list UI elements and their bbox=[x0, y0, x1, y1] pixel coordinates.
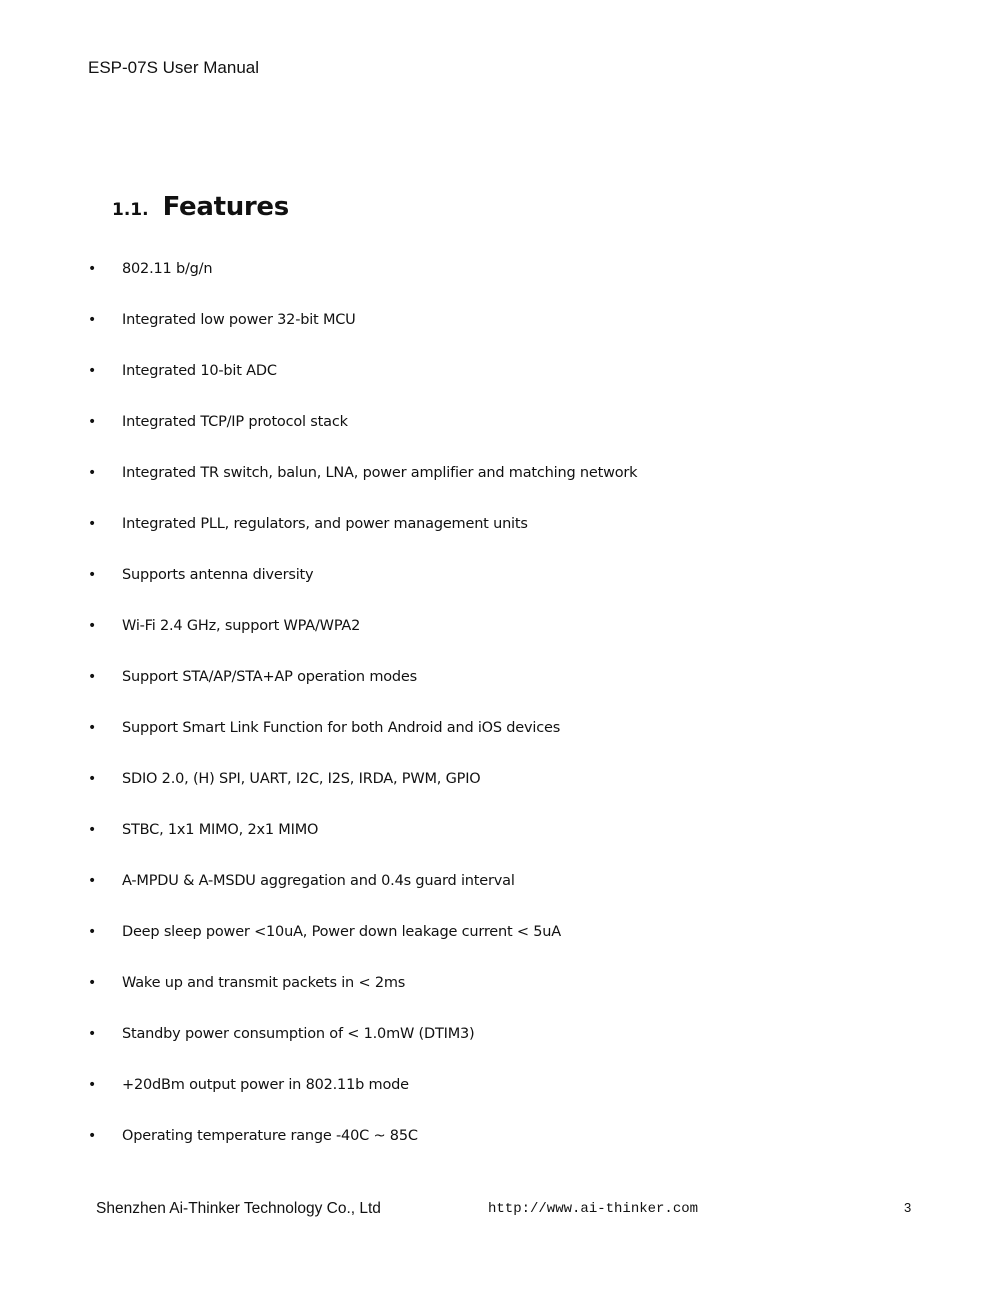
section-title: Features bbox=[162, 192, 289, 222]
bullet-icon: • bbox=[88, 1077, 97, 1093]
footer-page-number: 3 bbox=[904, 1200, 912, 1215]
section-number: 1.1. bbox=[112, 200, 149, 220]
bullet-icon: • bbox=[88, 261, 97, 277]
feature-text: Integrated PLL, regulators, and power management units bbox=[122, 516, 528, 532]
feature-text: Support Smart Link Function for both Android and iOS devices bbox=[122, 720, 561, 736]
feature-text: Support STA/AP/STA+AP operation modes bbox=[122, 669, 417, 685]
bullet-icon: • bbox=[88, 363, 97, 379]
bullet-icon: • bbox=[88, 822, 97, 838]
feature-text: Operating temperature range -40C ~ 85C bbox=[122, 1128, 418, 1144]
feature-text: Supports antenna diversity bbox=[122, 567, 314, 583]
feature-text: Integrated TCP/IP protocol stack bbox=[122, 414, 348, 430]
bullet-icon: • bbox=[88, 873, 97, 889]
feature-text: Integrated low power 32-bit MCU bbox=[122, 312, 356, 328]
bullet-icon: • bbox=[88, 975, 97, 991]
bullet-icon: • bbox=[88, 312, 97, 328]
bullet-icon: • bbox=[88, 567, 97, 583]
feature-text: Integrated TR switch, balun, LNA, power amplifier and matching network bbox=[122, 465, 638, 481]
bullet-icon: • bbox=[88, 618, 97, 634]
feature-text: Wi-Fi 2.4 GHz, support WPA/WPA2 bbox=[122, 618, 361, 634]
feature-text: Standby power consumption of < 1.0mW (DTIM3) bbox=[122, 1026, 475, 1042]
feature-text: A-MPDU & A-MSDU aggregation and 0.4s guard interval bbox=[122, 873, 515, 889]
feature-text: SDIO 2.0, (H) SPI, UART, I2C, I2S, IRDA, PWM, GPIO bbox=[122, 771, 481, 787]
feature-text: 802.11 b/g/n bbox=[122, 261, 213, 277]
feature-text: Integrated 10-bit ADC bbox=[122, 363, 277, 379]
footer-company-name: Shenzhen Ai-Thinker Technology Co., Ltd bbox=[96, 1200, 381, 1217]
bullet-icon: • bbox=[88, 720, 97, 736]
feature-text: Deep sleep power <10uA, Power down leakage current < 5uA bbox=[122, 924, 562, 940]
bullet-icon: • bbox=[88, 516, 97, 532]
feature-text: +20dBm output power in 802.11b mode bbox=[122, 1077, 409, 1093]
bullet-icon: • bbox=[88, 669, 97, 685]
feature-text: Wake up and transmit packets in < 2ms bbox=[122, 975, 406, 991]
bullet-icon: • bbox=[88, 414, 97, 430]
bullet-icon: • bbox=[88, 924, 97, 940]
bullet-icon: • bbox=[88, 1026, 97, 1042]
bullet-icon: • bbox=[88, 465, 97, 481]
bullet-icon: • bbox=[88, 771, 97, 787]
document-header-title: ESP-07S User Manual bbox=[88, 58, 260, 77]
bullet-icon: • bbox=[88, 1128, 97, 1144]
section-heading bbox=[112, 192, 289, 222]
feature-text: STBC, 1x1 MIMO, 2x1 MIMO bbox=[122, 822, 319, 838]
footer-url: http://www.ai-thinker.com bbox=[488, 1201, 699, 1217]
